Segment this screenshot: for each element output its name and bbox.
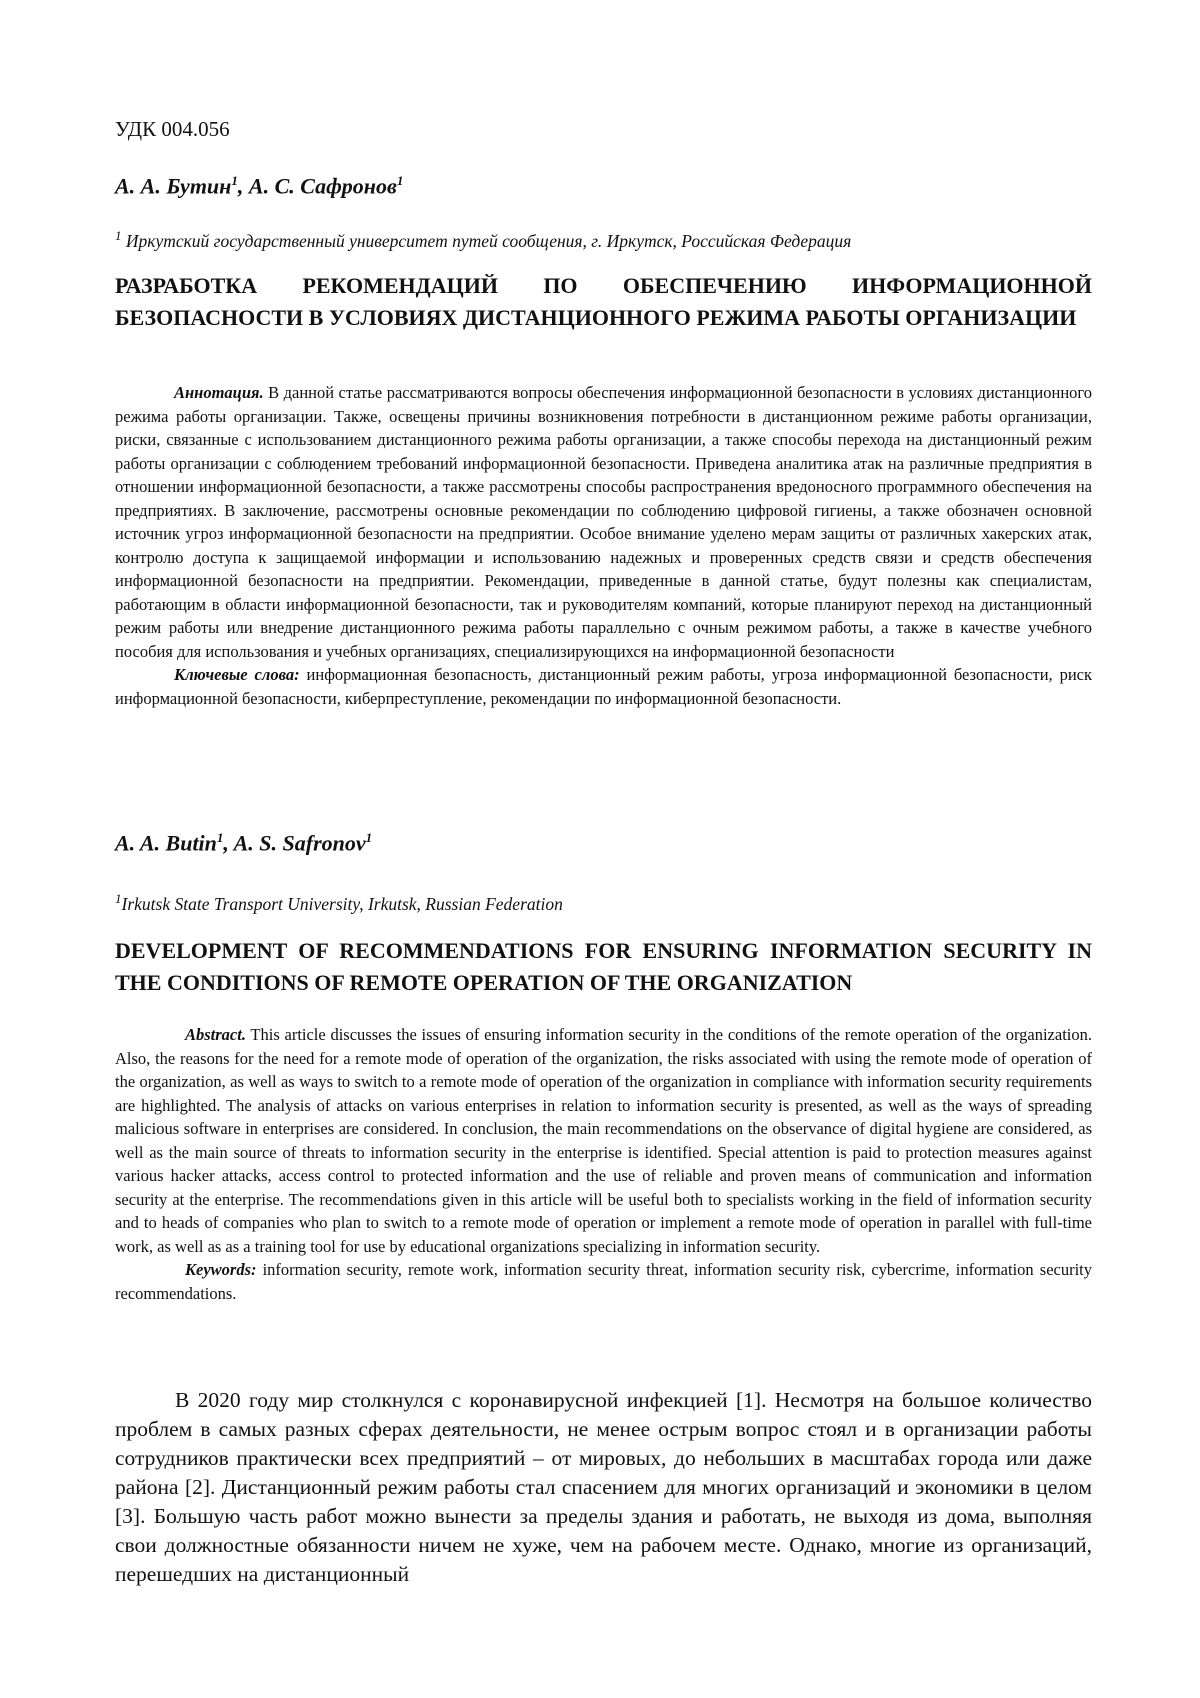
title-ru: РАЗРАБОТКА РЕКОМЕНДАЦИЙ ПО ОБЕСПЕЧЕНИЮ ИНФОРМАЦИОННОЙ БЕЗОПАСНОСТИ В УСЛОВИЯХ ДИСТАНЦИОННОГО РЕЖИМА РАБОТЫ ОРГАНИЗАЦИИ <box>115 273 1092 330</box>
abstract-en <box>115 1023 1092 1305</box>
author-name: А. А. Бутин <box>115 173 232 199</box>
keywords-text: информационная безопасность, дистанционный режим работы, угроза информационной безопасности, риск информационной безопасности, киберпреступление, рекомендации по информационной безопасности. <box>115 665 1093 708</box>
keywords-text: information security, remote work, information security threat, information security risk, cybercrime, information security recommendations. <box>115 1260 1092 1303</box>
abstract-paragraph <box>115 381 1092 663</box>
author-affiliation-mark: 1 <box>231 173 238 188</box>
keywords-paragraph <box>115 663 1092 710</box>
author-name: А. С. Сафронов <box>248 173 397 199</box>
abstract-text: This article discusses the issues of ensuring information security in the conditions of the remote operation of the organization. Also, the reasons for the need for a remote mode of operation of the organization, the risks associated with using the remote mode of operation of the organization, as well as ways to switch to a remote mode of operation of the organization in compliance with information security requirements are highlighted. The analysis of attacks on various enterprises in relation to information security is presented, as well as the ways of spreading malicious software in enterprises are considered. In conclusion, the main recommendations on the observance of digital hygiene are considered, as well as the main source of threats to information security in the enterprise is identified. Special attention is paid to protection measures against various hacker attacks, access control to protected information and the use of reliable and proven means of communication and information security at the enterprise. The recommendations given in this article will be useful both to specialists working in the field of information security and to heads of companies who plan to switch to a remote mode of operation or implement a remote mode of operation in parallel with full-time work, as well as as a training tool for use by educational organizations specializing in information security. <box>115 1025 1092 1256</box>
title-en: DEVELOPMENT OF RECOMMENDATIONS FOR ENSURING INFORMATION SECURITY IN THE CONDITIONS OF REMOTE OPERATION OF THE ORGANIZATION <box>115 938 1092 995</box>
affiliation-mark: 1 <box>115 228 122 243</box>
authors-ru: А. А. Бутин$^1$, А. С. Сафронов$^1$ <box>115 173 404 199</box>
author-affiliation-mark: 1 <box>396 173 404 188</box>
author-name: A. S. Safronov <box>233 830 366 856</box>
author-affiliation-mark: 1 <box>216 830 224 845</box>
keywords-paragraph <box>115 1258 1092 1305</box>
author-name: A. A. Butin <box>115 830 217 856</box>
abstract-label: Abstract. <box>185 1025 246 1044</box>
affiliation-mark: 1 <box>115 891 122 906</box>
affiliation-en <box>115 891 1092 915</box>
affiliation-ru <box>115 228 1092 252</box>
abstract-label: Аннотация. <box>174 383 264 402</box>
authors-en: A. A. Butin$^1$, A. S. Safronov$^1$ <box>115 830 373 856</box>
keywords-label: Ключевые слова: <box>174 665 300 684</box>
body-paragraph: В 2020 году мир столкнулся с коронавирусной инфекцией [1]. Несмотря на большое количество проблем в самых разных сферах деятельности, не менее острым вопрос стоял и в организации работы сотрудников практически всех предприятий – от мировых, до небольших в масштабах города или даже района [2]. Дистанционный режим работы стал спасением для многих организаций и экономики в целом [3]. Большую часть работ можно вынести за пределы здания и работать, не выходя из дома, выполняя свои должностные обязанности ничем не хуже, чем на рабочем месте. Однако, многие из организаций, перешедших на дистанционный <box>115 1388 1092 1586</box>
abstract-text: В данной статье рассматриваются вопросы обеспечения информационной безопасности в условиях дистанционного режима работы организации. Также, освещены причины возникновения потребности в дистанционном режиме работы организации, риски, связанные с использованием дистанционного режима работы организации, а также способы перехода на дистанционный режим работы организации с соблюдением требований информационной безопасности. Приведена аналитика атак на различные предприятия в отношении информационной безопасности, а также рассмотрены способы распространения вредоносного программного обеспечения на предприятиях. В заключение, рассмотрены основные рекомендации по соблюдению цифровой гигиены, а также обозначен основной источник угроз информационной безопасности на предприятии. Особое внимание уделено мерам защиты от различных хакерских атак, контролю доступа к защищаемой информации и использованию надежных и проверенных средств связи и средств обеспечения информационной безопасности на предприятии. Рекомендации, приведенные в данной статье, будут полезны как специалистам, работающим в области информационной безопасности, так и руководителям компаний, которые планируют переход на дистанционный режим работы или внедрение дистанционного режима работы параллельно с очным режимом работы, а также в качестве учебного пособия для использования и учебных организациях, специализирующихся на информационной безопасности <box>115 383 1093 661</box>
abstract-paragraph <box>115 1023 1092 1258</box>
author-affiliation-mark: 1 <box>365 830 373 845</box>
abstract-ru <box>115 381 1092 710</box>
udk-code: УДК 004.056 <box>115 117 230 141</box>
affiliation-text: Иркутский государственный университет путей сообщения, г. Иркутск, Российская Федерация <box>125 230 852 251</box>
keywords-label: Keywords: <box>185 1260 257 1279</box>
affiliation-text: Irkutsk State Transport University, Irkutsk, Russian Federation <box>121 893 563 914</box>
